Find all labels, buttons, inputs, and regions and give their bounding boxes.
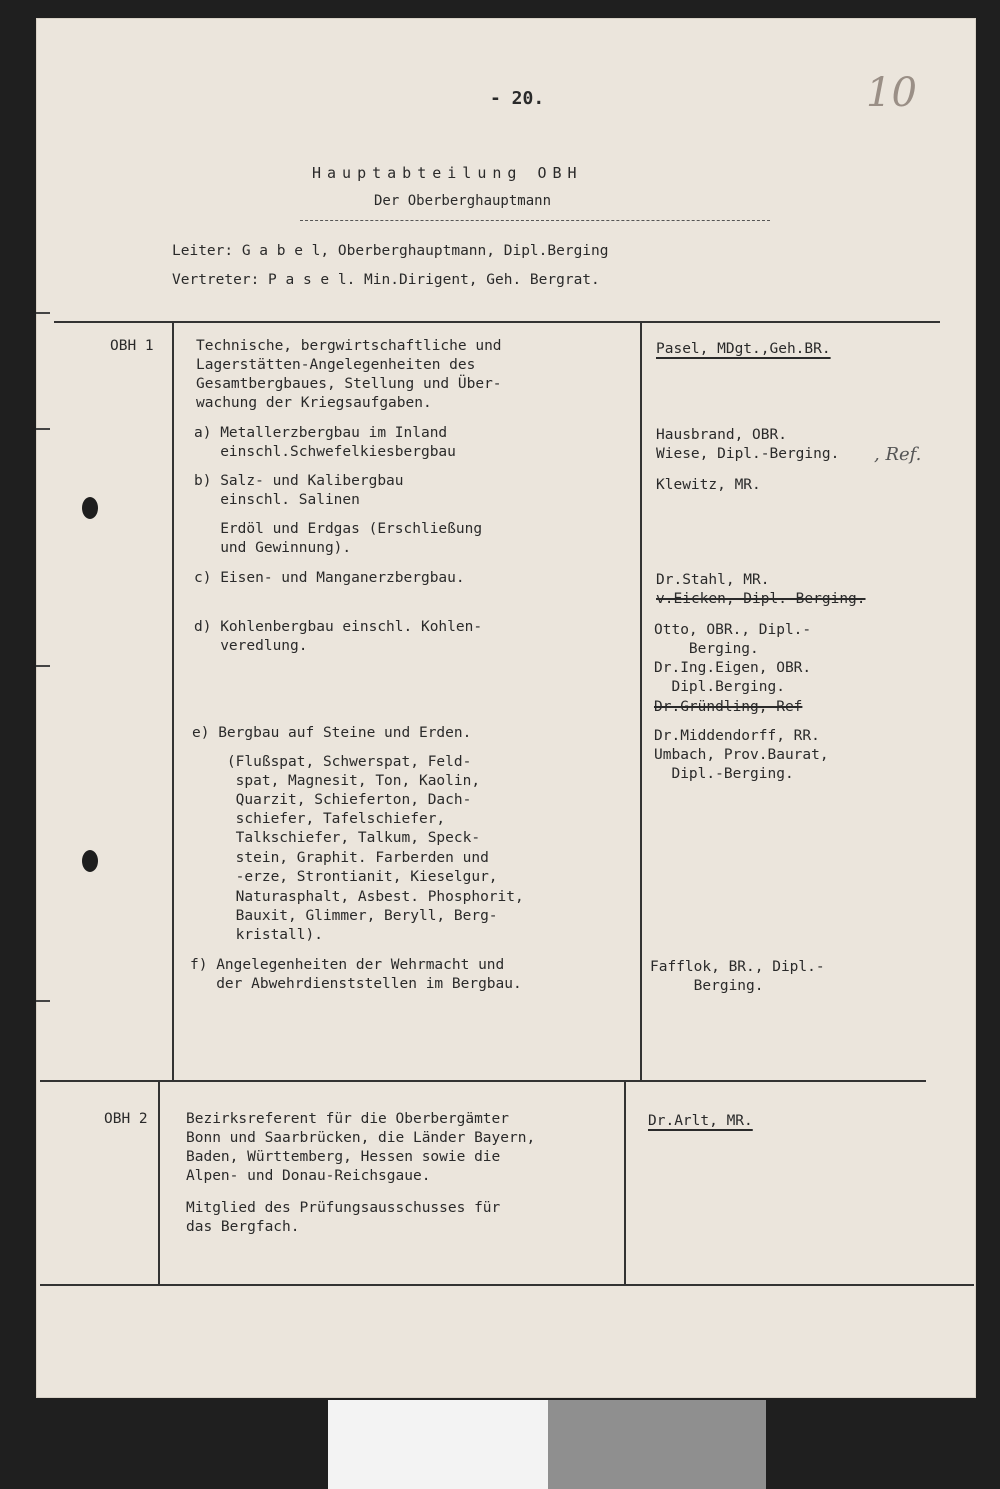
responsible-person: Dr.Middendorff, RR. (654, 728, 820, 744)
responsible-person: Hausbrand, OBR. (656, 427, 787, 443)
row-code: OBH 2 (104, 1111, 148, 1127)
responsible-person: Berging. (650, 978, 764, 994)
margin-tick (36, 665, 50, 667)
handwritten-page-number: 10 (866, 70, 917, 116)
item-line: -erze, Strontianit, Kieselgur, (192, 869, 498, 885)
dashed-divider (300, 220, 770, 221)
row-text-line: Bonn und Saarbrücken, die Länder Bayern, (186, 1130, 536, 1146)
item-line: Quarzit, Schieferton, Dach- (192, 792, 472, 808)
punch-hole (82, 850, 98, 872)
leiter-line: Leiter: G a b e l, Oberberghauptmann, Dipl.Berging (172, 243, 609, 259)
responsible-person: Dr.Ing.Eigen, OBR. (654, 660, 812, 676)
row-code: OBH 1 (110, 338, 154, 354)
row-text-line: Mitglied des Prüfungsausschusses für (186, 1200, 501, 1216)
table-top-rule (54, 321, 940, 323)
margin-tick (36, 428, 50, 430)
vertreter-line: Vertreter: P a s e l. Min.Dirigent, Geh. Bergrat. (172, 272, 600, 288)
calibration-card-grey (548, 1400, 766, 1489)
item-line: Bauxit, Glimmer, Beryll, Berg- (192, 908, 498, 924)
item-line: a) Metallerzbergbau im Inland (194, 425, 448, 441)
struck-person: v.Eicken, Dipl.-Berging. (656, 591, 866, 607)
responsible-person: Pasel, MDgt.,Geh.BR. (656, 341, 831, 357)
page-number: - 20. (490, 88, 545, 109)
table-bottom-rule (40, 1284, 974, 1286)
table-column-divider (158, 1082, 160, 1284)
responsible-person: Dr.Arlt, MR. (648, 1113, 753, 1129)
document-page (36, 18, 976, 1398)
row-text-line: Baden, Württemberg, Hessen sowie die (186, 1149, 501, 1165)
handwritten-annotation: , Ref. (874, 444, 922, 465)
item-line: veredlung. (194, 638, 308, 654)
item-line: der Abwehrdienststellen im Bergbau. (190, 976, 522, 992)
responsible-person: Dr.Stahl, MR. (656, 572, 770, 588)
table-row-divider (40, 1080, 926, 1082)
item-line: d) Kohlenbergbau einschl. Kohlen- (194, 619, 483, 635)
margin-tick (36, 312, 50, 314)
responsible-person: Klewitz, MR. (656, 477, 761, 493)
responsible-person: Dipl.Berging. (654, 679, 785, 695)
item-line: und Gewinnung). (194, 540, 352, 556)
responsible-person: Fafflok, BR., Dipl.- (650, 959, 825, 975)
row-intro-line: Lagerstätten-Angelegenheiten des (196, 357, 476, 373)
responsible-person: Umbach, Prov.Baurat, (654, 747, 829, 763)
responsible-person: Otto, OBR., Dipl.- (654, 622, 812, 638)
responsible-person: Dipl.-Berging. (654, 766, 794, 782)
item-line: spat, Magnesit, Ton, Kaolin, (192, 773, 481, 789)
responsible-person: Wiese, Dipl.-Berging. (656, 446, 840, 462)
item-line: Naturasphalt, Asbest. Phosphorit, (192, 889, 524, 905)
struck-person: Dr.Gründling, Ref (654, 699, 803, 715)
item-line: Talkschiefer, Talkum, Speck- (192, 830, 481, 846)
item-line: (Flußspat, Schwerspat, Feld- (192, 754, 472, 770)
row-text-line: Alpen- und Donau-Reichsgaue. (186, 1168, 431, 1184)
row-intro-line: Technische, bergwirtschaftliche und (196, 338, 502, 354)
item-line: kristall). (192, 927, 323, 943)
item-line: e) Bergbau auf Steine und Erden. (192, 725, 472, 741)
table-column-divider (172, 322, 174, 1080)
row-intro-line: Gesamtbergbaues, Stellung und Über- (196, 376, 502, 392)
item-line: einschl. Salinen (194, 492, 360, 508)
row-text-line: das Bergfach. (186, 1219, 300, 1235)
responsible-person: Berging. (654, 641, 759, 657)
row-intro-line: wachung der Kriegsaufgaben. (196, 395, 432, 411)
item-line: f) Angelegenheiten der Wehrmacht und (190, 957, 505, 973)
section-title: Hauptabteilung OBH (312, 164, 583, 182)
item-line: c) Eisen- und Manganerzbergbau. (194, 570, 465, 586)
item-line: stein, Graphit. Farberden und (192, 850, 489, 866)
item-line: b) Salz- und Kalibergbau (194, 473, 404, 489)
punch-hole (82, 497, 98, 519)
section-subtitle: Der Oberberghauptmann (374, 193, 552, 209)
margin-tick (36, 1000, 50, 1002)
item-line: schiefer, Tafelschiefer, (192, 811, 446, 827)
item-line: einschl.Schwefelkiesbergbau (194, 444, 456, 460)
row-text-line: Bezirksreferent für die Oberbergämter (186, 1111, 510, 1127)
calibration-card-white (328, 1400, 548, 1489)
table-column-divider (624, 1082, 626, 1284)
item-line: Erdöl und Erdgas (Erschließung (194, 521, 483, 537)
table-column-divider (640, 322, 642, 1080)
